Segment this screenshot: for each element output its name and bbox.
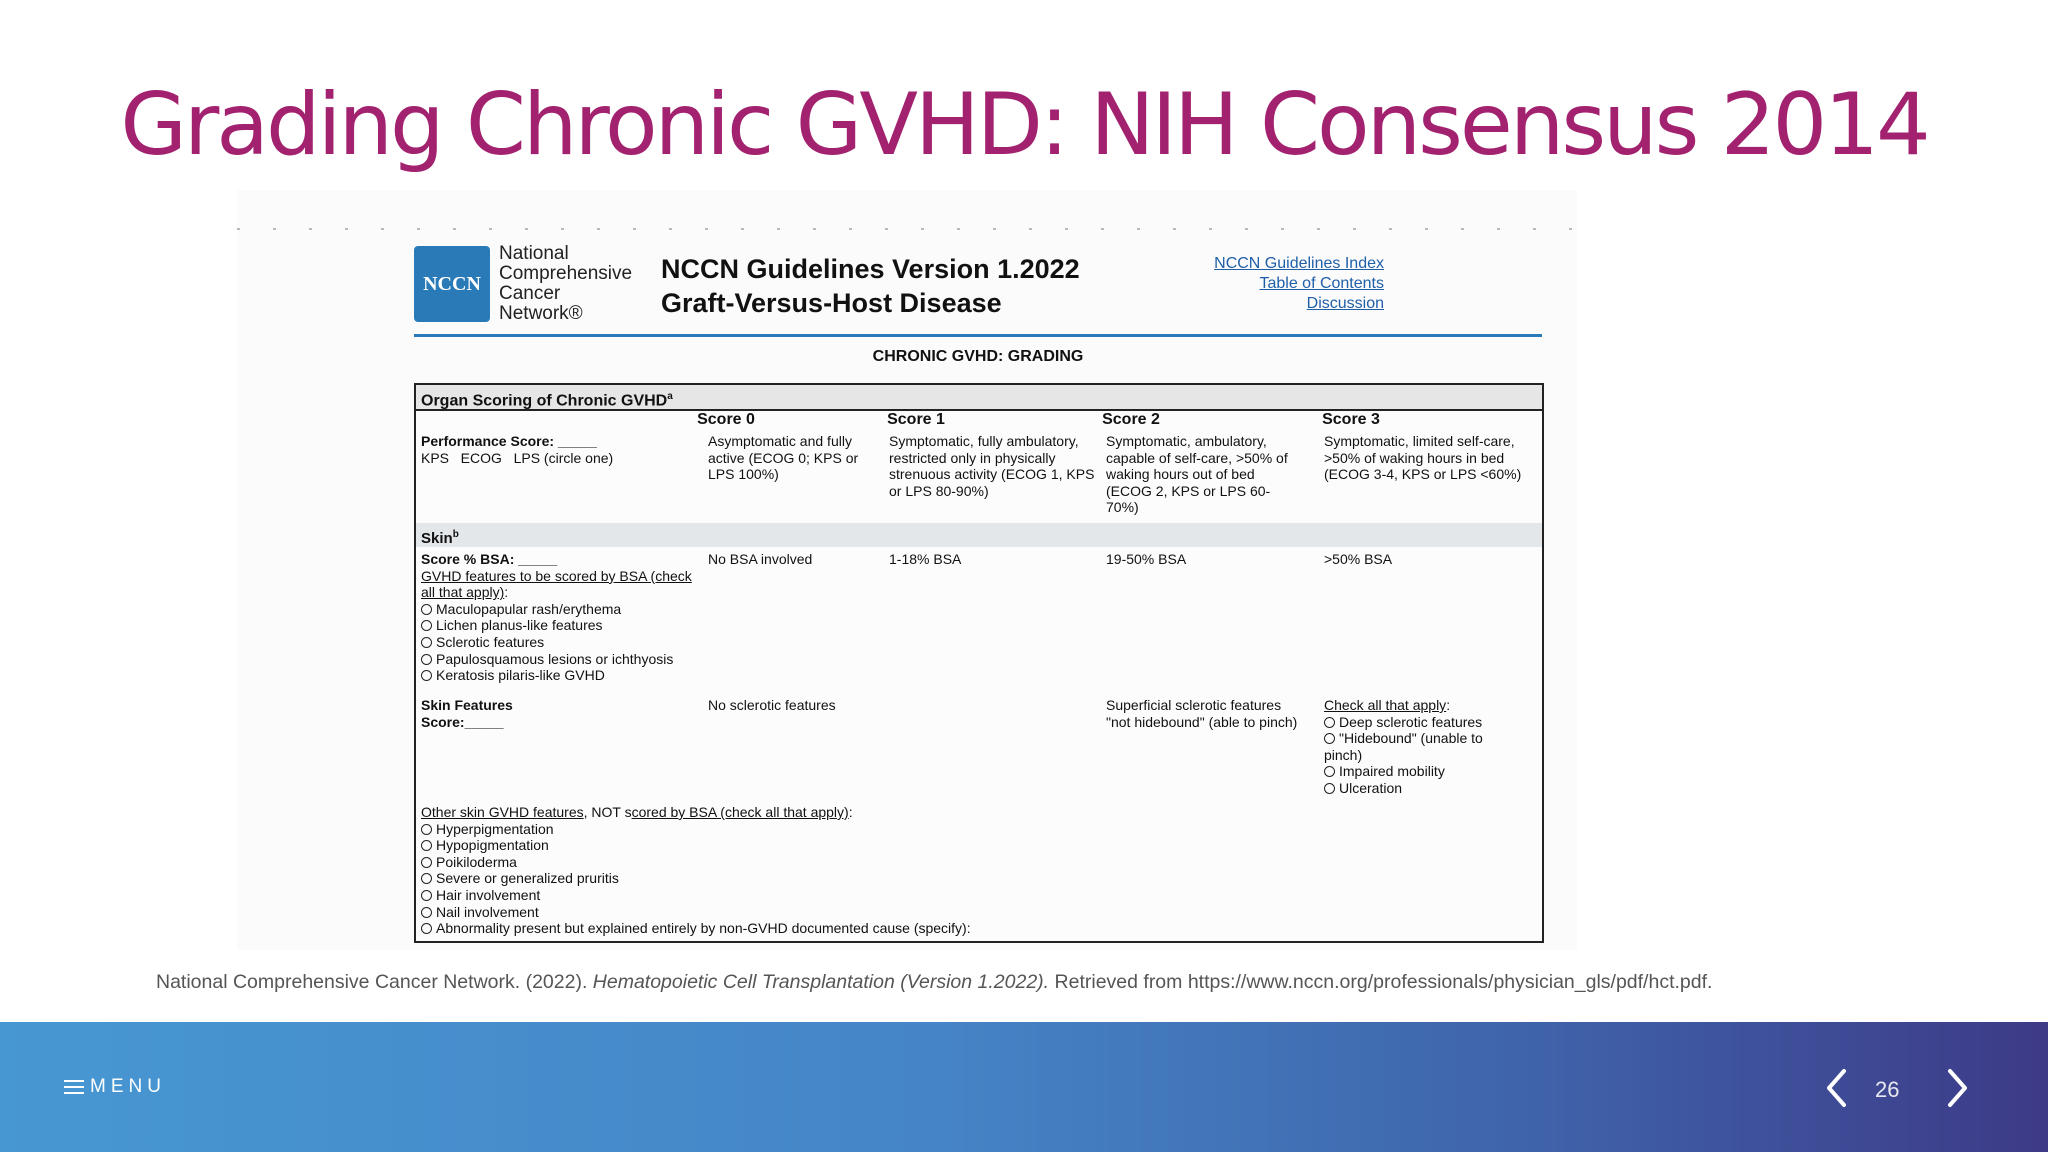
cropped-text-line [237,228,1577,230]
hamburger-icon [64,1080,84,1095]
score-3-check-heading-text: Check all that apply [1324,697,1447,713]
organization-name [499,244,632,324]
grading-table [414,383,1544,943]
performance-score-0: Asymptomatic and fully active (ECOG 0; KPS or LPS 100%) [708,433,859,483]
guidelines-title [661,252,1080,320]
skin-features-label: Skin Features [421,697,513,713]
org-line: Comprehensive [499,263,633,284]
skin-features-score-3-cell [1324,697,1524,797]
citation-text: Retrieved from https://www.nccn.org/professionals/physician_gls/pdf/hct.pdf. [1049,971,1713,993]
chevron-left-icon [1822,1067,1850,1109]
checkbox-option[interactable]: Abnormality present but explained entirely by non-GVHD documented cause (specify): [421,920,1521,937]
performance-sublabel: KPS ECOG LPS (circle one) [421,449,614,466]
menu-label: MENU [90,1076,166,1097]
chevron-right-icon [1944,1067,1972,1109]
footnote-marker: a [667,391,673,402]
skin-features-score-0: No sclerotic features [708,697,836,713]
checkbox-option[interactable]: Keratosis pilaris-like GVHD [421,667,706,684]
guidelines-version: NCCN Guidelines Version 1.2022 [661,254,1080,284]
org-line: Cancer [499,283,561,304]
next-slide-button[interactable] [1944,1067,1972,1114]
checkbox-option[interactable]: Maculopapular rash/erythema [421,601,706,618]
checkbox-option[interactable]: Lichen planus-like features [421,617,706,634]
section-heading: CHRONIC GVHD: GRADING [872,348,1084,365]
checkbox-option[interactable]: Severe or generalized pruritis [421,870,1521,887]
menu-button[interactable] [64,1076,166,1098]
column-header-score-3: Score 3 [1322,411,1380,428]
bsa-label: Score % BSA: _____ [421,551,558,567]
skin-features-score-2: Superficial sclerotic features "not hidebound" (able to pinch) [1106,697,1298,730]
bsa-score-3: >50% BSA [1324,551,1393,567]
citation [156,971,1712,994]
performance-score-2: Symptomatic, ambulatory, capable of self-care, >50% of waking hours out of bed (ECOG 2, KPS or LPS 60-70%) [1106,433,1288,516]
skin-features-score: Score:_____ [421,713,504,730]
discussion-link[interactable]: Discussion [1306,295,1384,312]
previous-slide-button[interactable] [1822,1067,1850,1114]
checkbox-option[interactable]: "Hidebound" (unable to pinch) [1324,730,1504,763]
colon: : [848,804,853,820]
guidelines-topic: Graft-Versus-Host Disease [661,288,1002,318]
checkbox-option[interactable]: Hair involvement [421,887,1521,904]
score-3-check-heading [1324,697,1524,714]
guidelines-index-link[interactable]: NCCN Guidelines Index [1214,255,1384,272]
footer-bar [0,1022,2048,1152]
column-header-score-1: Score 1 [887,411,945,428]
performance-label: Performance Score: _____ [421,433,597,449]
checkbox-option[interactable]: Deep sclerotic features [1324,714,1524,731]
other-skin-features-cell [421,804,1521,937]
table-heading [416,385,1542,411]
bsa-label-cell [421,551,706,684]
table-heading-text: Organ Scoring of Chronic GVHD [421,392,668,410]
header-rule [414,334,1542,337]
bsa-features-heading-text: GVHD features to be scored by BSA (check all that apply) [421,567,692,601]
checkbox-option[interactable]: Ulceration [1324,780,1524,797]
bsa-features-heading [421,568,706,601]
skin-band-label: Skin [421,530,453,547]
colon: : [504,584,509,601]
page-number: 26 [1875,1077,1900,1102]
column-header-score-0: Score 0 [697,411,755,428]
nccn-document-image [237,190,1577,950]
document-links [1214,254,1384,314]
org-line: Network® [499,303,583,324]
other-skin-heading [421,804,1521,821]
column-header-score-2: Score 2 [1102,411,1160,428]
checkbox-option[interactable]: Hyperpigmentation [421,821,1521,838]
skin-features-label-cell [421,697,621,730]
skin-section-band [416,523,1542,547]
other-skin-heading-part: Other skin GVHD features [421,804,584,820]
org-line: National [499,243,569,264]
other-skin-heading-part: , NOT s [583,804,632,820]
checkbox-option[interactable]: Sclerotic features [421,634,706,651]
slide-title: Grading Chronic GVHD: NIH Consensus 2014 [120,75,1928,175]
checkbox-option[interactable]: Impaired mobility [1324,763,1524,780]
checkbox-option[interactable]: Nail involvement [421,904,1521,921]
colon: : [1446,697,1451,713]
performance-label-cell [421,433,701,466]
citation-title: Hematopoietic Cell Transplantation (Version 1.2022). [592,971,1050,993]
nccn-logo: NCCN [414,246,490,322]
table-of-contents-link[interactable]: Table of Contents [1259,275,1384,292]
bsa-score-1: 1-18% BSA [889,551,962,567]
performance-score-1: Symptomatic, fully ambulatory, restricted only in physically strenuous activity (ECOG 1, KPS or LPS 80-90%) [889,433,1095,499]
checkbox-option[interactable]: Papulosquamous lesions or ichthyosis [421,651,706,668]
performance-score-3: Symptomatic, limited self-care, >50% of waking hours in bed (ECOG 3-4, KPS or LPS <60%) [1324,433,1522,483]
checkbox-option[interactable]: Poikiloderma [421,854,1521,871]
bsa-score-0: No BSA involved [708,551,813,567]
other-skin-heading-part: cored by BSA (check all that apply) [631,804,849,820]
citation-text: National Comprehensive Cancer Network. (2022). [156,971,593,993]
checkbox-option[interactable]: Hypopigmentation [421,837,1521,854]
footnote-marker: b [452,529,459,540]
bsa-score-2: 19-50% BSA [1106,551,1187,567]
